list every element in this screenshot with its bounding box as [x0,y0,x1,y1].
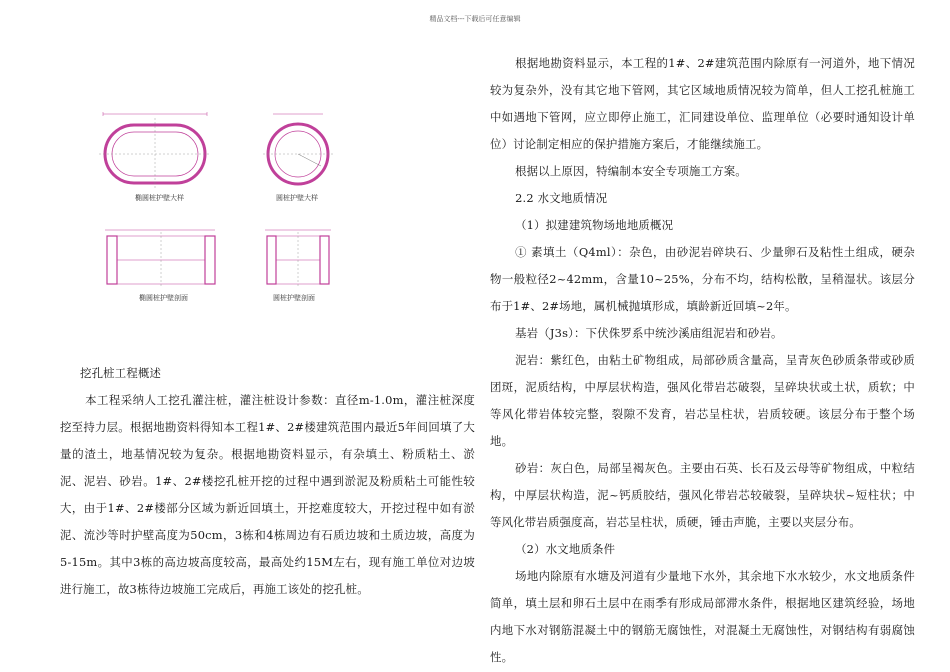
paragraph-survey: 根据地勘资料显示，本工程的1#、2#建筑范围内除原有一河道外，地下情况较为复杂外，没有其它地下管网，其它区域地质情况较为简单，但人工挖孔桩施工中如遇地下管网，应立即停止施工，汇同建设单位、监理单位（必要时通知设计单位）讨论制定相应的保护措施方案后，才能继续施工。 [490,56,915,151]
subheading-site-geology: （1）拟建建筑物场地地质概况 [515,218,674,232]
round-section-label: 圆桩护壁剖面 [273,294,315,302]
paragraph-pile-overview: 本工程采纳人工挖孔灌注桩，灌注桩设计参数：直径m-1.0m，灌注桩深度挖至持力层。根据地勘资料得知本工程1#、2#楼建筑范围内最近5年间回填了大量的渣土，地基情况较为复杂。根据地勘资料显示，有杂填土、粉质粘土、淤泥、泥岩、砂岩。1#、2#楼挖孔桩开挖的过程中遇到淤泥及粉质粘土可能性较大，由于1#、2#楼部分区域为新近回填土，开挖难度较大，开挖过程中如有淤泥、流沙等时护壁高度为50cm，3栋和4栋周边有石质边坡和土质边坡，高度为5-15m。其中3栋的高边坡高度较高，最高处约15M左右，现有施工单位对边坡进行施工，故3栋待边坡施工完成后，再施工该处的挖孔桩。 [60,393,475,596]
subheading-hydro-conditions: （2）水文地质条件 [515,542,616,556]
paragraph-groundwater: 场地内除原有水塘及河道有少量地下水外，其余地下水水较少，水文地质条件简单，填土层和卵石土层中在雨季有形成局部滞水条件，根据地区建筑经验，场地内地下水对钢筋混凝土中的钢筋无腐蚀性，对混凝土无腐蚀性，对钢结构有弱腐蚀性。 [490,569,915,664]
oval-section-label: 椭圆桩护壁剖面 [139,294,188,302]
pile-drawings [95,100,355,320]
paragraph-fill-soil: ① 素填土（Q4ml）：杂色，由砂泥岩碎块石、少量卵石及粘性土组成，硬杂物一般粒径2~42mm，含量10~25%，分布不均，结构松散，呈稍湿状。该层分布于1#、2#场地，属机械抛填形成，填龄新近回填~2年。 [490,245,915,313]
section-title-pile-overview: 挖孔桩工程概述 [80,366,162,380]
page-header: 精品文档---下载后可任意编辑 [429,15,521,23]
paragraph-bedrock: 基岩（J3s）：下伏侏罗系中统沙溪庙组泥岩和砂岩。 [515,326,783,340]
paragraph-plan-reason: 根据以上原因，特编制本安全专项施工方案。 [515,164,747,178]
right-column [490,50,915,671]
paragraph-sandstone: 砂岩：灰白色，局部呈褐灰色。主要由石英、长石及云母等矿物组成，中粒结构，中厚层状构造，泥~钙质胶结，强风化带岩芯较破裂，呈碎块状~短柱状；中等风化带岩质强度高，岩芯呈柱状，质硬，锤击声脆，主要以夹层分布。 [490,461,915,529]
round-plan-label: 圆桩护壁大样 [276,194,318,202]
section-heading-hydrogeology: 2.2 水文地质情况 [515,191,608,205]
oval-plan-drawing [99,112,211,188]
paragraph-mudstone: 泥岩：紫红色，由粘土矿物组成，局部砂质含量高，呈青灰色砂质条带或砂质团斑，泥质结构，中厚层状构造，强风化带岩芯破裂，呈碎块状或土状，质软；中等风化带岩体较完整，裂隙不发育，岩芯呈柱状，岩质较硬。该层分布于整个场地。 [490,353,915,448]
round-section-drawing [265,230,331,288]
left-column [60,360,475,603]
oval-section-drawing [105,230,215,288]
oval-plan-label: 椭圆桩护壁大样 [135,194,184,202]
round-plan-drawing [263,114,333,184]
